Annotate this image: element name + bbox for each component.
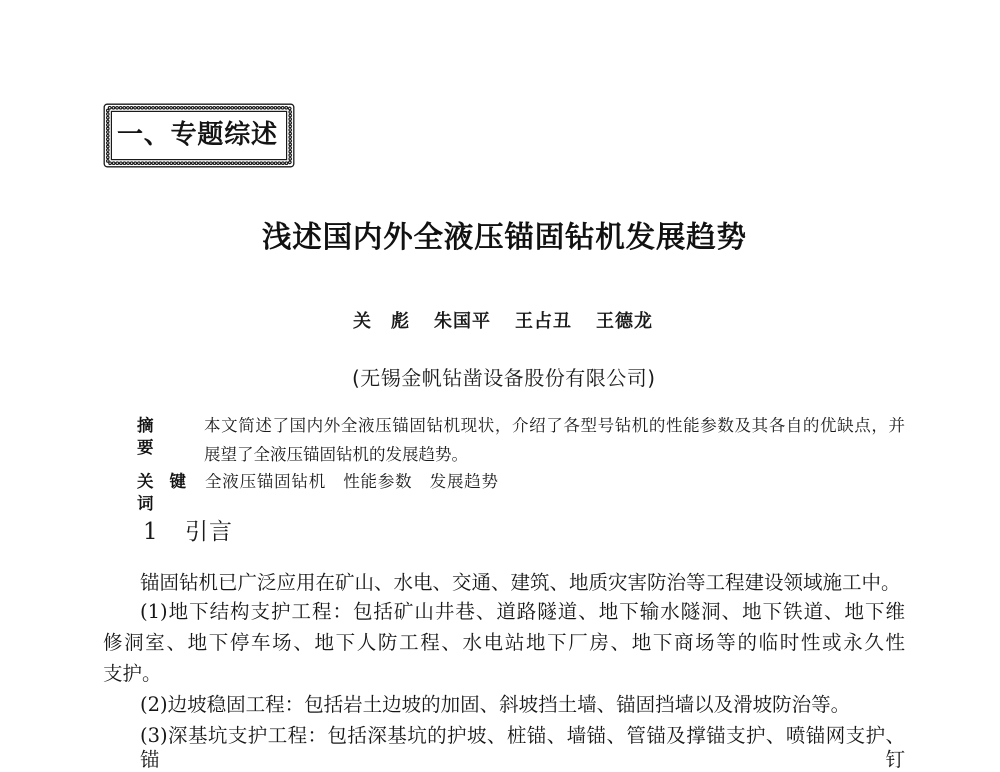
body-line-cut-off: (3)深基坑支护工程：包括深基坑的护坡、桩锚、墙锚、管锚及撑锚支护、喷锚网支护、锚钉	[140, 724, 905, 771]
author-name: 王占丑	[515, 311, 571, 332]
topic-header-box	[103, 103, 295, 168]
author-name: 王德龙	[596, 311, 652, 332]
body-line: (2)边坡稳固工程：包括岩土边坡的加固、斜坡挡土墙、锚固挡墙以及滑坡防治等。	[140, 693, 851, 716]
abstract-label: 摘 要	[137, 416, 170, 457]
author-list	[353, 311, 652, 333]
section-title: 引言	[185, 519, 232, 545]
keywords-text: 全液压锚固钻机 性能参数 发展趋势	[205, 472, 498, 491]
section-number: 1	[143, 519, 158, 545]
author-name: 朱国平	[434, 311, 490, 332]
author-affiliation: (无锡金帆钻凿设备股份有限公司)	[352, 366, 655, 390]
abstract-line: 展望了全液压锚固钻机的发展趋势。	[204, 445, 468, 464]
abstract-line: 本文简述了国内外全液压锚固钻机现状，介绍了各型号钻机的性能参数及其各自的优缺点，并	[204, 416, 905, 435]
body-line: 锚固钻机已广泛应用在矿山、水电、交通、建筑、地质灾害防治等工程建设领域施工中。	[140, 571, 901, 594]
keywords-label: 关键词	[137, 472, 186, 513]
body-line: 修洞室、地下停车场、地下人防工程、水电站地下厂房、地下商场等的临时性或永久性	[103, 631, 905, 654]
author-name: 关 彪	[353, 311, 409, 332]
body-line: (1)地下结构支护工程：包括矿山井巷、道路隧道、地下输水隧洞、地下铁道、地下维	[140, 600, 905, 623]
topic-label: 一、专题综述	[117, 120, 277, 150]
body-line: 支护。	[103, 662, 162, 685]
article-title: 浅述国内外全液压锚固钻机发展趋势	[262, 220, 746, 254]
